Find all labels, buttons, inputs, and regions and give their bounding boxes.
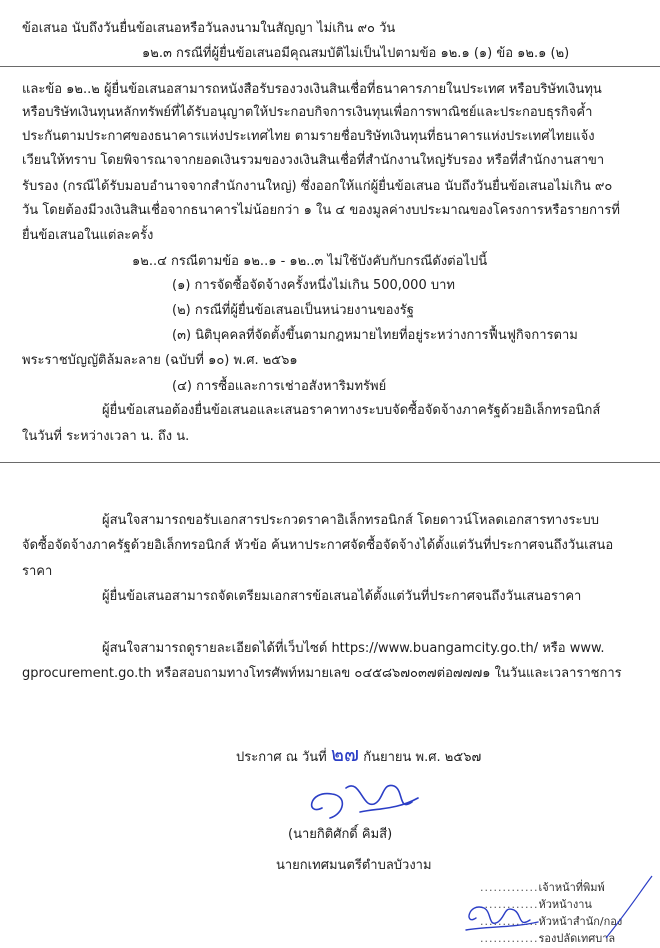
text-line: รับรอง (กรณีได้รับมอบอำนาจจากสำนักงานใหญ่) ซึ่งออกให้แก่ผู้ยื่นข้อเสนอ นับถึงวันยื่นข้อเสนอไม่เกิน ๙๐	[22, 179, 613, 194]
list-item: (๒) กรณีที่ผู้ยื่นข้อเสนอเป็นหน่วยงานของรัฐ	[172, 303, 414, 318]
text-line: ข้อเสนอ นับถึงวันยื่นข้อเสนอหรือวันลงนามในสัญญา ไม่เกิน ๙๐ วัน	[22, 21, 396, 36]
page-divider	[0, 462, 660, 463]
text-line: ผู้สนใจสามารถขอรับเอกสารประกวดราคาอิเล็กทรอนิกส์ โดยดาวน์โหลดเอกสารทางระบบ	[102, 513, 599, 528]
approval-row: .............หัวหน้าสำนัก/กอง	[480, 915, 623, 928]
approval-row: .............เจ้าหน้าที่พิมพ์	[480, 881, 605, 894]
section-heading-12-4: ๑๒..๔ กรณีตามข้อ ๑๒..๑ - ๑๒..๓ ไม่ใช้บังคับกับกรณีดังต่อไปนี้	[132, 254, 488, 269]
text-line: และข้อ ๑๒..๒ ผู้ยื่นข้อเสนอสามารถหนังสือรับรองวงเงินสินเชื่อที่ธนาคารภายในประเทศ หรือบริษัทเงินทุน	[22, 82, 602, 97]
text-line: จัดซื้อจัดจ้างภาครัฐด้วยอิเล็กทรอนิกส์ หัวข้อ ค้นหาประกาศจัดซื้อจัดจ้างได้ตั้งแต่วันที่ประกาศจนถึงวันเสนอ	[22, 538, 614, 553]
announcement-date	[236, 742, 482, 767]
text-line: ผู้ยื่นข้อเสนอต้องยื่นข้อเสนอและเสนอราคาทางระบบจัดซื้อจัดจ้างภาครัฐด้วยอิเล็กทรอนิกส์	[102, 403, 601, 418]
initials-signature	[462, 896, 542, 938]
list-item: (๔) การซื้อและการเช่าอสังหาริมทรัพย์	[172, 379, 387, 394]
text-line: หรือบริษัทเงินทุนหลักทรัพย์ที่ได้รับอนุญาตให้ประกอบกิจการเงินทุนเพื่อการพาณิชย์และประกอบธุรกิจค้ำ	[22, 105, 593, 120]
list-item: (๑) การจัดซื้อจัดจ้างครั้งหนึ่งไม่เกิน 500,000 บาท	[172, 278, 455, 293]
approval-row: .............หัวหน้างาน	[480, 898, 592, 911]
signature	[300, 768, 430, 828]
contact-line: gprocurement.go.th หรือสอบถามทางโทรศัพท์หมายเลข ๐๔๕๘๖๗๐๓๗ต่อ๗๗๗๑ ในวันและเวลาราชการ	[22, 666, 622, 681]
signer-name: (นายกิติศักดิ์ คิมสี)	[288, 827, 393, 842]
text-line: ประกันตามประกาศของธนาคารแห่งประเทศไทย ตามรายชื่อบริษัทเงินทุนที่ธนาคารแห่งประเทศไทยแจ้ง	[22, 129, 595, 144]
submission-time-line: ในวันที่ ระหว่างเวลา น. ถึง น.	[22, 429, 190, 444]
text-line: พระราชบัญญัติล้มละลาย (ฉบับที่ ๑๐) พ.ศ. ๒๕๖๑	[22, 353, 298, 368]
text-line: เวียนให้ทราบ โดยพิจารณาจากยอดเงินรวมของวงเงินสินเชื่อที่สำนักงานใหญ่รับรอง หรือที่สำนักงานสาขา	[22, 153, 605, 168]
approval-row: .............รองปลัดเทศบาล	[480, 932, 616, 945]
announcement-month-year: กันยายน พ.ศ. ๒๕๖๗	[363, 750, 482, 765]
list-item: (๓) นิติบุคคลที่จัดตั้งขึ้นตามกฎหมายไทยที่อยู่ระหว่างการฟื้นฟูกิจการตาม	[172, 328, 578, 343]
text-line: ราคา	[22, 564, 53, 579]
page-divider	[0, 66, 660, 67]
text-line: ผู้ยื่นข้อเสนอสามารถจัดเตรียมเอกสารข้อเสนอได้ตั้งแต่วันที่ประกาศจนถึงวันเสนอราคา	[102, 589, 582, 604]
section-heading-12-3: ๑๒.๓ กรณีที่ผู้ยื่นข้อเสนอมีคุณสมบัติไม่เป็นไปตามข้อ ๑๒.๑ (๑) ข้อ ๑๒.๑ (๒)	[142, 46, 570, 61]
signer-title: นายกเทศมนตรีตำบลบัวงาม	[276, 858, 432, 873]
handwritten-day: ๒๗	[330, 742, 360, 766]
text-line: ยื่นข้อเสนอในแต่ละครั้ง	[22, 228, 154, 243]
announcement-prefix: ประกาศ ณ วันที่	[236, 750, 327, 765]
text-line: วัน โดยต้องมีวงเงินสินเชื่อจากธนาคารไม่น้อยกว่า ๑ ใน ๔ ของมูลค่างบประมาณของโครงการหรือรายการที่	[22, 203, 620, 218]
approval-stroke	[600, 872, 656, 942]
website-line: ผู้สนใจสามารถดูรายละเอียดได้ที่เว็บไซต์ https://www.buangamcity.go.th/ หรือ www.	[102, 641, 605, 656]
